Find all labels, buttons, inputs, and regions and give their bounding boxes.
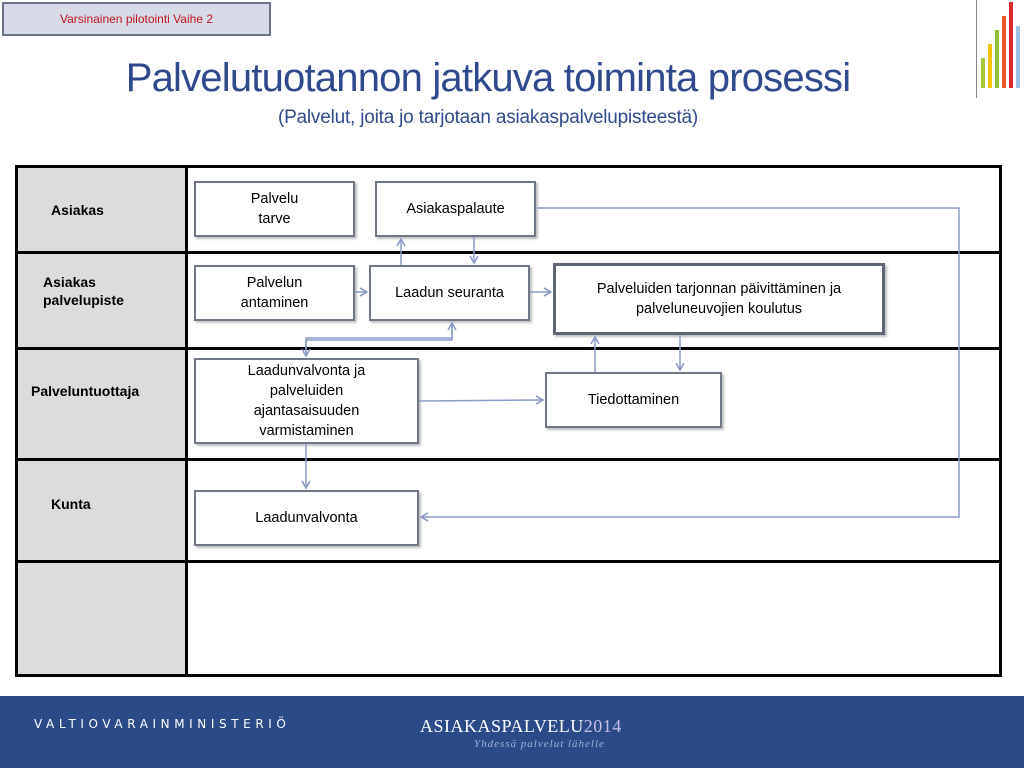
logo-bar (995, 30, 999, 88)
box-laadun-seuranta[interactable] (369, 265, 530, 321)
lane-label-asiakaspalvelupiste (43, 273, 124, 309)
lane-divider (18, 458, 999, 461)
lane-divider (18, 251, 999, 254)
lane-divider (18, 347, 999, 350)
lane-label-line: Asiakas (43, 274, 96, 290)
box-palvelu-tarve[interactable] (194, 181, 355, 237)
logo-bar (981, 58, 985, 88)
box-laadunvalvonta-ja-varmistaminen[interactable] (194, 358, 419, 444)
box-text-line: Palveluiden tarjonnan päivittäminen ja (596, 281, 842, 297)
lane-label-kunta: Kunta (51, 496, 91, 512)
box-laadunvalvonta[interactable] (194, 490, 419, 546)
page-title: Palvelutuotannon jatkuva toiminta prosessi (125, 56, 851, 100)
logo-bar (988, 44, 992, 88)
box-tiedottaminen[interactable] (545, 372, 722, 428)
page-subtitle: (Palvelut, joita jo tarjotaan asiakaspalvelupisteestä) (277, 107, 699, 128)
footer-brand-year: 2014 (583, 716, 622, 736)
logo-bar (1002, 16, 1006, 88)
footer-brand-name: ASIAKASPALVELU (420, 716, 584, 736)
box-text-line: palveluiden (269, 383, 344, 399)
lane-label-line: palvelupiste (43, 292, 124, 308)
box-text-line: palveluneuvojien koulutus (635, 301, 803, 317)
box-text-line: Laadun seuranta (395, 285, 504, 301)
box-text-line: tarve (258, 211, 291, 227)
box-text-line: Tiedottaminen (587, 392, 680, 408)
swimlane-diagram (15, 165, 1002, 677)
box-text-line: antaminen (240, 295, 309, 311)
box-text-line: Palvelun (246, 275, 303, 291)
lane-label-asiakas: Asiakas (51, 202, 104, 218)
box-palvelun-antaminen[interactable] (194, 265, 355, 321)
box-text-line: ajantasaisuuden (253, 403, 360, 419)
lane-label-palveluntuottaja: Palveluntuottaja (31, 383, 140, 399)
footer-ministry-name: VALTIOVARAINMINISTERIÖ (34, 717, 291, 731)
pilot-phase-badge: Varsinainen pilotointi Vaihe 2 (2, 2, 271, 36)
box-tarjonnan-paivittaminen[interactable] (553, 263, 885, 335)
footer-brand (420, 716, 622, 737)
logo-bar (1009, 2, 1013, 88)
logo-bar (1016, 26, 1020, 88)
brand-logo (976, 0, 1024, 98)
box-text-line: varmistaminen (259, 423, 354, 439)
box-text-line: Palvelu (250, 191, 299, 207)
lane-divider (18, 560, 999, 563)
footer-tagline: Yhdessä palvelut lähelle (474, 738, 605, 750)
box-text-line: Asiakaspalaute (406, 201, 505, 217)
box-text-line: Laadunvalvonta (255, 510, 358, 526)
box-text-line: Laadunvalvonta ja (247, 363, 366, 379)
box-asiakaspalaute[interactable] (375, 181, 536, 237)
lane-label-column (18, 168, 188, 674)
